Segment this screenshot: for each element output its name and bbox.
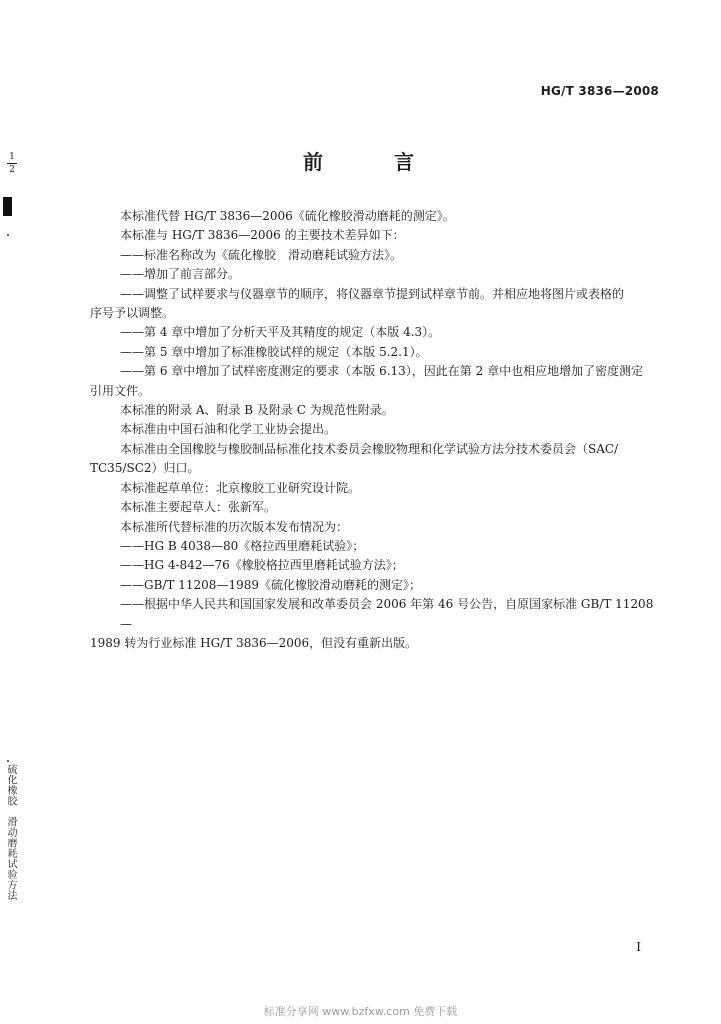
page-title: 前 言 (303, 150, 446, 174)
scan-dot (7, 760, 9, 762)
paragraph: ——根据中华人民共和国国家发展和改革委员会 2006 年第 46 号公告，自原国家标准 GB/T 11208— (120, 597, 654, 631)
paragraph-continuation: TC35/SC2）归口。 (90, 461, 200, 476)
paragraph: 本标准由全国橡胶与橡胶制品标准化技术委员会橡胶物理和化学试验方法分技术委员会（SAC/ (120, 441, 619, 456)
paragraph: ——GB/T 11208—1989《硫化橡胶滑动磨耗的测定》； (120, 577, 421, 592)
paragraph: 本标准代替 HG/T 3836—2006《硫化橡胶滑动磨耗的测定》。 (120, 209, 455, 223)
paragraph-continuation: 引用文件。 (90, 383, 151, 398)
paragraph: ——增加了前言部分。 (120, 267, 241, 282)
paragraph: 本标准主要起草人：张新军。 (120, 500, 277, 515)
paragraph: 本标准与 HG/T 3836—2006 的主要技术差异如下： (120, 228, 405, 243)
paragraph: ——调整了试样要求与仪器章节的顺序，将仪器章节提到试样章节前。并相应地将图片或表格的 (120, 286, 625, 301)
scan-dot (7, 234, 9, 236)
paragraph-continuation: 序号予以调整。 (90, 306, 175, 321)
binding-numerator: 1 (9, 152, 15, 162)
paragraph: 本标准所代替标准的历次版本发布情况为： (120, 519, 349, 534)
paragraph: 本标准由中国石油和化学工业协会提出。 (120, 422, 337, 437)
paragraph-continuation: 1989 转为行业标准 HG/T 3836—2006，但没有重新出版。 (90, 635, 418, 650)
paragraph: ——HG 4-842—76《橡胶格拉西里磨耗试验方法》； (120, 558, 404, 573)
binding-mark (5, 152, 19, 175)
binding-denominator: 2 (9, 165, 15, 175)
standard-code: HG/T 3836—2008 (540, 84, 659, 98)
paragraph: ——标准名称改为《硫化橡胶 滑动磨耗试验方法》。 (120, 247, 403, 262)
paragraph: ——第 6 章中增加了试样密度测定的要求（本版 6.13），因此在第 2 章中也相应地增加了密度测定 (120, 364, 644, 379)
paragraph: ——第 4 章中增加了分析天平及其精度的规定（本版 4.3）。 (120, 325, 441, 340)
footer-watermark: 标准分享网 www.bzfxw.com 免费下载 (263, 1005, 458, 1018)
binding-fraction-bar (7, 163, 17, 164)
paragraph: 本标准起草单位：北京橡胶工业研究设计院。 (120, 480, 361, 495)
paragraph: ——第 5 章中增加了标准橡胶试样的规定（本版 5.2.1）。 (120, 344, 428, 359)
paragraph: 本标准的附录 A、附录 B 及附录 C 为规范性附录。 (120, 403, 394, 418)
scan-black-mark (3, 197, 12, 216)
page-number: I (636, 940, 641, 954)
foreword-body (90, 207, 660, 653)
paragraph: ——HG B 4038—80《格拉西里磨耗试验》； (120, 538, 365, 553)
side-spine-title: 硫化橡胶 滑动磨耗试验方法 (5, 764, 16, 901)
